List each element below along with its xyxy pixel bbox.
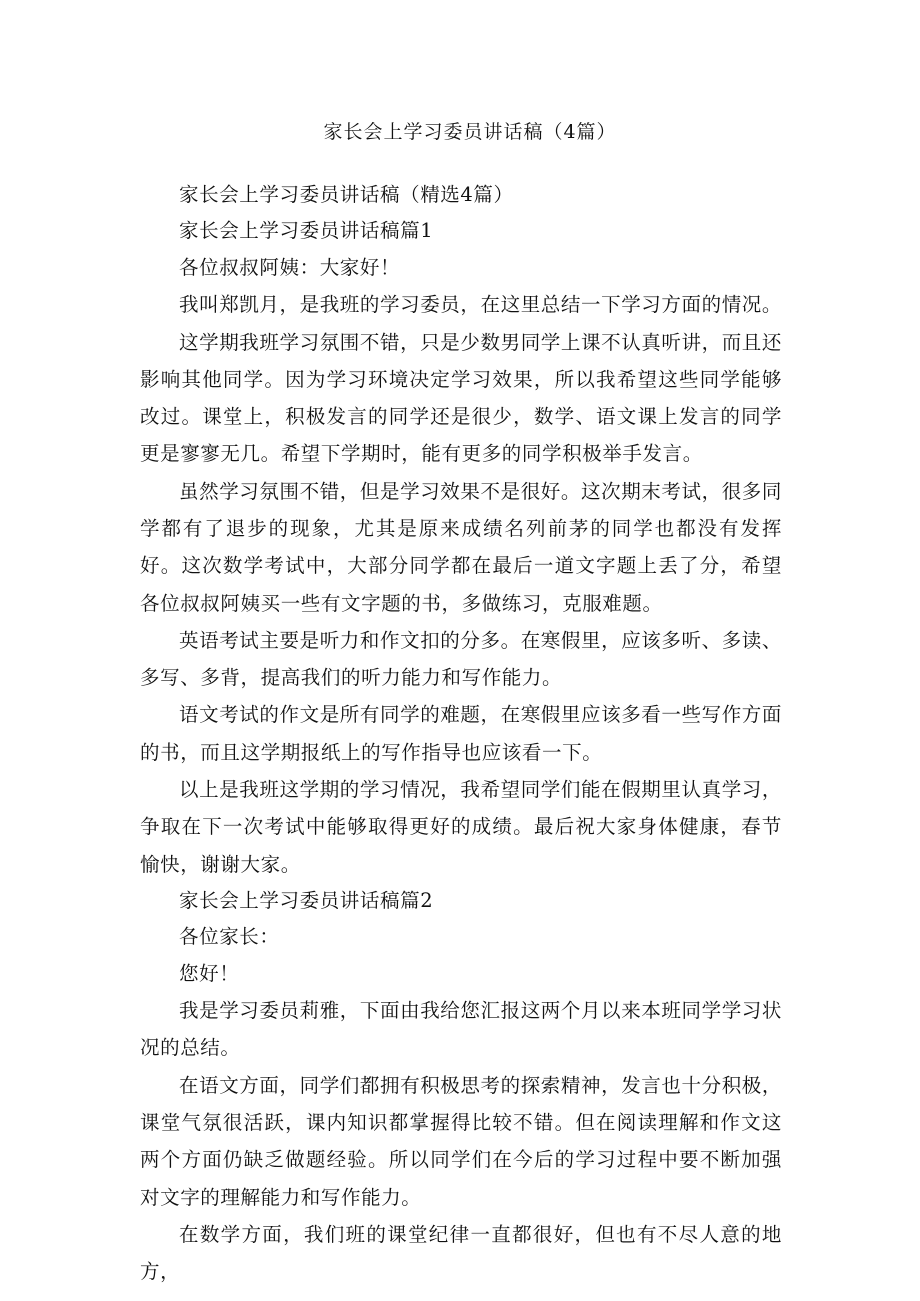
section-heading-2: 家长会上学习委员讲话稿篇2 <box>179 888 434 912</box>
greeting-2: 您好！ <box>179 961 240 985</box>
paragraph-atmosphere: 这学期我班学习氛围不错，只是少数男同学上课不认真听讲，而且还影响其他同学。因为学习环境决定学习效果，所以我希望这些同学能够改过。课堂上，积极发言的同学还是很少，数学、语文课上发言的同学更是寥寥无几。希望下学期时，能有更多的同学积极举手发言。 <box>140 330 783 466</box>
paragraph-math-subject: 在数学方面，我们班的课堂纪律一直都很好，但也有不尽人意的地方， <box>140 1222 782 1284</box>
paragraph-intro-1: 我叫郑凯月，是我班的学习委员，在这里总结一下学习方面的情况。 <box>179 293 783 317</box>
paragraph-results: 虽然学习氛围不错，但是学习效果不是很好。这次期末考试，很多同学都有了退步的现象，尤其是原来成绩名列前茅的同学也都没有发挥好。这次数学考试中，大部分同学都在最后一道文字题上丢了分，希望各位叔叔阿姨买一些有文字题的书，多做练习，克服难题。 <box>140 479 783 615</box>
paragraph-english: 英语考试主要是听力和作文扣的分多。在寒假里，应该多听、多读、多写、多背，提高我们的听力能力和写作能力。 <box>140 628 783 690</box>
paragraph-chinese-subject: 在语文方面，同学们都拥有积极思考的探索精神，发言也十分积极，课堂气氛很活跃，课内知识都掌握得比较不错。但在阅读理解和作文这两个方面仍缺乏做题经验。所以同学们在今后的学习过程中要不断加强对文字的理解能力和写作能力。 <box>140 1073 783 1209</box>
document-page <box>140 113 782 1291</box>
section-heading-1: 家长会上学习委员讲话稿篇1 <box>179 219 434 243</box>
salutation-2: 各位家长： <box>179 925 280 949</box>
salutation-1: 各位叔叔阿姨：大家好！ <box>179 255 401 279</box>
document-subtitle: 家长会上学习委员讲话稿（精选4篇） <box>179 183 514 206</box>
paragraph-closing-1: 以上是我班这学期的学习情况，我希望同学们能在假期里认真学习，争取在下一次考试中能够取得更好的成绩。最后祝大家身体健康，春节愉快，谢谢大家。 <box>140 778 783 876</box>
paragraph-chinese-exam: 语文考试的作文是所有同学的难题，在寒假里应该多看一些写作方面的书，而且这学期报纸上的写作指导也应该看一下。 <box>140 703 783 764</box>
document-title: 家长会上学习委员讲话稿（4篇） <box>323 121 617 143</box>
paragraph-intro-2: 我是学习委员莉雅，下面由我给您汇报这两个月以来本班同学学习状况的总结。 <box>140 999 783 1060</box>
